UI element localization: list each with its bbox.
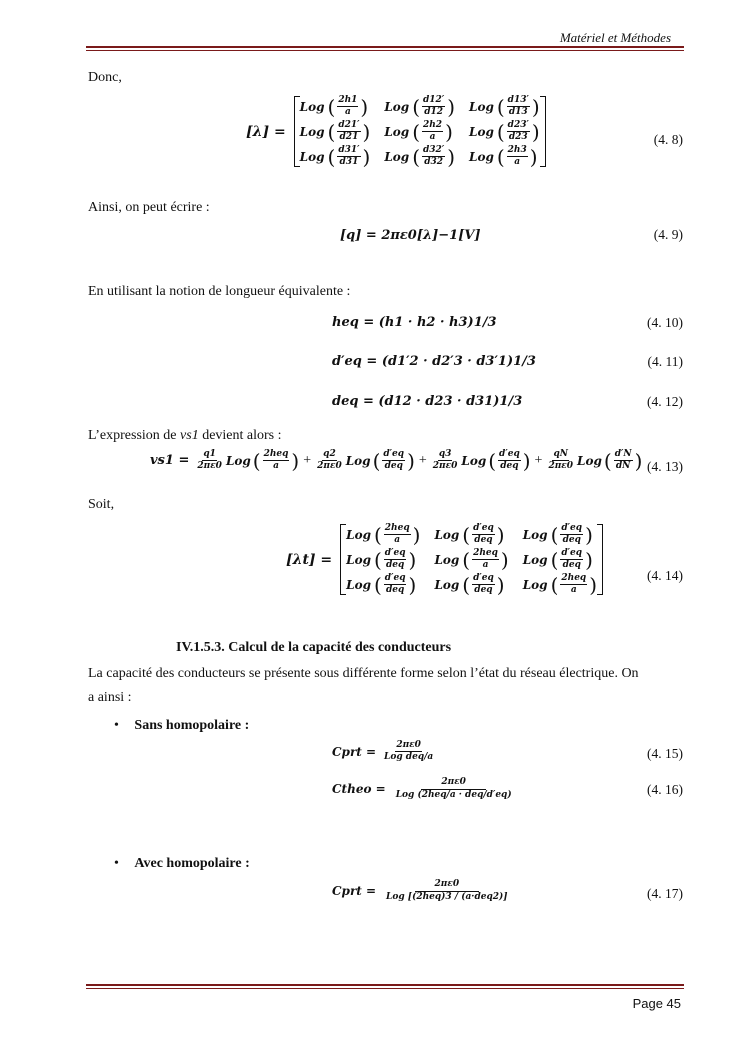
fraction-den: deq [562, 560, 581, 570]
eq416-num: 2πε0 [421, 778, 486, 790]
matrix-lambda-cell [469, 96, 540, 117]
text-donc: Donc, [88, 70, 122, 85]
expression-post: devient alors : [202, 428, 282, 443]
bullet-dot-icon: • [114, 718, 119, 733]
eq413-term [431, 450, 531, 471]
matrix-lambda-t-cell [523, 549, 597, 570]
equation-4-16 [332, 778, 514, 800]
eq-number-4-14: (4. 14) [647, 568, 683, 583]
paren-open: ( [496, 119, 505, 144]
eq-number-4-13: (4. 13) [647, 459, 683, 474]
paren-open: ( [412, 94, 420, 119]
paren-close: ) [529, 144, 538, 169]
fraction-den: d31 [339, 157, 359, 167]
paren-close: ) [634, 448, 643, 473]
fraction-den: a [570, 585, 577, 595]
fraction-den: a [344, 107, 351, 117]
eq-number-4-9: (4. 9) [653, 227, 683, 242]
paren-close: ) [362, 119, 371, 144]
paren-open: ( [373, 572, 382, 597]
paren-open: ( [488, 448, 497, 473]
footer-rule-thin [86, 988, 684, 989]
fraction-num: 2h1 [338, 95, 358, 105]
arg-num: d′N [614, 449, 632, 459]
fraction [507, 96, 530, 117]
equation-4-17 [332, 880, 510, 902]
matrix-lambda-t [286, 524, 603, 595]
equation-4-11: d′eq = (d1′2 · d2′3 · d3′1)1/3 [332, 354, 536, 369]
fraction [560, 524, 583, 545]
fraction-num: d′eq [384, 573, 406, 583]
fraction [422, 96, 445, 117]
log-label: Log [522, 577, 548, 592]
arg-num: d′eq [499, 449, 520, 459]
arg-den: deq [384, 461, 403, 471]
eq417-num: 2πε0 [415, 880, 480, 892]
matrix-lambda-t-grid [346, 524, 597, 595]
matrix-lambda-t-cell [346, 574, 420, 595]
fraction-num: 2heq [473, 548, 498, 558]
eq416-den: Log (2heq/a · deq/d′eq) [395, 790, 512, 800]
paren-close: ) [407, 448, 415, 473]
eq-number-4-11: (4. 11) [647, 354, 683, 369]
fraction-num: d21′ [338, 120, 360, 130]
log-label: Log [346, 527, 371, 542]
fraction [472, 524, 495, 545]
plus-sign: + [303, 452, 312, 468]
log-label: Log [522, 552, 548, 567]
paren-open: ( [550, 547, 559, 572]
paren-close: ) [408, 547, 417, 572]
matrix-lambda [246, 96, 546, 167]
fraction [560, 549, 583, 570]
matrix-lambda-t-cell [523, 524, 597, 545]
log-label: Log [434, 527, 460, 542]
header-rule-thick [86, 46, 684, 48]
paren-close: ) [585, 522, 593, 547]
coef-fraction [548, 450, 573, 471]
coef-den: 2πε0 [432, 461, 458, 471]
coef-num: q3 [438, 449, 452, 459]
plus-sign: + [418, 452, 427, 468]
coef-den: 2πε0 [197, 461, 222, 471]
paren-open: ( [550, 522, 559, 547]
text-longueur: En utilisant la notion de longueur équivalente : [88, 284, 351, 299]
paren-open: ( [496, 144, 505, 169]
paren-open: ( [412, 119, 420, 144]
eq415-lhs: Cprt = [332, 744, 377, 759]
bullet-sans-homopolaire [114, 718, 249, 734]
paren-open: ( [373, 522, 382, 547]
coef-num: qN [553, 449, 569, 459]
paren-open: ( [327, 94, 336, 119]
fraction-num: d31′ [338, 145, 360, 155]
fraction-num: d′eq [473, 573, 494, 583]
arg-num: 2heq [263, 449, 289, 459]
fraction [337, 146, 360, 167]
bullet2-label: Avec homopolaire : [134, 856, 250, 871]
coef-num: q1 [203, 449, 216, 459]
eq-number-4-10: (4. 10) [647, 315, 683, 330]
eq413-lhs: vs1 = [150, 453, 190, 468]
log-label: Log [346, 577, 371, 592]
eq417-den: Log [(2heq)3 / (a·deq2)] [386, 892, 508, 902]
log-label: Log [299, 149, 325, 164]
footer-rule-thick [86, 984, 684, 986]
paren-open: ( [327, 144, 336, 169]
running-header: Matériel et Méthodes [559, 30, 671, 45]
fraction-den: d32 [424, 157, 444, 167]
fraction-num: 2heq [384, 523, 410, 533]
fraction [560, 574, 587, 595]
fraction [507, 146, 528, 167]
fraction [422, 121, 443, 142]
paren-close: ) [447, 94, 456, 119]
eq416-lhs: Ctheo = [332, 782, 386, 796]
fraction-num: d′eq [473, 523, 494, 533]
paren-open: ( [462, 522, 471, 547]
paren-close: ) [496, 572, 505, 597]
paren-close: ) [531, 119, 540, 144]
log-label: Log [299, 99, 325, 114]
fraction-den: a [514, 157, 521, 167]
matrix-lambda-cell [300, 96, 371, 117]
matrix-lambda-t-cell [434, 549, 508, 570]
fraction-num: d′eq [561, 548, 583, 558]
paren-open: ( [412, 144, 420, 169]
paragraph-line-1: La capacité des conducteurs se présente sous différente forme selon l’état du réseau électrique. On [88, 666, 639, 681]
page-number: Page 45 [632, 996, 681, 1011]
log-label: Log [434, 577, 460, 592]
fraction-num: d12′ [423, 95, 445, 105]
matrix-lambda-t-cell [346, 524, 420, 545]
arg-den: dN [615, 461, 631, 471]
equation-4-12: deq = (d12 · d23 · d31)1/3 [332, 394, 523, 409]
arg-fraction [382, 450, 405, 471]
eq-number-4-16: (4. 16) [647, 782, 683, 797]
paren-open: ( [462, 547, 471, 572]
paragraph-line-2: a ainsi : [88, 690, 132, 705]
fraction [337, 96, 358, 117]
fraction-num: d23′ [507, 120, 529, 130]
matrix-lambda-bracket [294, 96, 546, 167]
coef-fraction [197, 450, 222, 471]
matrix-lambda-cell [300, 146, 371, 167]
bullet-avec-homopolaire [114, 856, 250, 872]
fraction-den: deq [385, 585, 405, 595]
coef-den: 2πε0 [317, 461, 342, 471]
paren-open: ( [372, 448, 381, 473]
log-label: Log [522, 527, 548, 542]
bullet1-label: Sans homopolaire : [134, 718, 250, 733]
fraction-den: d12 [424, 107, 444, 117]
fraction-num: d′eq [561, 523, 583, 533]
matrix-lambda-cell [384, 96, 455, 117]
arg-fraction [614, 450, 633, 471]
fraction-num: d13′ [507, 95, 529, 105]
arg-num: d′eq [383, 449, 405, 459]
paren-close: ) [412, 522, 421, 547]
eq416-frac [396, 778, 512, 800]
equation-4-9: [q] = 2πε0[λ]−1[V] [340, 228, 481, 243]
log-label: Log [461, 453, 487, 468]
fraction-num: 2heq [561, 573, 587, 583]
plus-sign: + [534, 452, 543, 468]
fraction-num: d′eq [384, 548, 406, 558]
eq415-den: Log deq/a [384, 752, 434, 762]
log-label: Log [225, 453, 251, 468]
fraction [422, 146, 445, 167]
paren-close: ) [360, 94, 369, 119]
log-label: Log [345, 453, 371, 468]
matrix-lambda-cell [384, 121, 455, 142]
matrix-lambda-grid [300, 96, 540, 167]
paren-close: ) [291, 448, 300, 473]
expression-pre: L’expression de [88, 428, 177, 443]
text-expression [88, 428, 282, 444]
eq-number-4-15: (4. 15) [647, 746, 683, 761]
fraction [472, 549, 499, 570]
expression-var: vs1 [180, 428, 199, 443]
fraction-den: deq [562, 535, 581, 545]
log-label: Log [469, 124, 494, 139]
header-rule-thin [86, 50, 684, 51]
coef-fraction [433, 450, 458, 471]
matrix-lambda-t-cell [523, 574, 597, 595]
paren-open: ( [550, 572, 559, 597]
matrix-lambda-t-bracket [340, 524, 603, 595]
lambda-lhs: [λ] = [246, 123, 286, 140]
arg-fraction [263, 450, 290, 471]
fraction-num: 2h3 [507, 145, 527, 155]
fraction [337, 121, 360, 142]
log-label: Log [577, 453, 602, 468]
paren-close: ) [362, 144, 371, 169]
paren-open: ( [496, 94, 505, 119]
fraction-den: d23 [508, 132, 528, 142]
eq413-term [546, 450, 642, 471]
log-label: Log [384, 124, 410, 139]
paren-close: ) [447, 144, 456, 169]
coef-num: q2 [323, 449, 336, 459]
paren-close: ) [496, 522, 505, 547]
paren-close: ) [531, 94, 540, 119]
fraction-den: deq [474, 585, 493, 595]
fraction [384, 574, 407, 595]
matrix-lambda-cell [384, 146, 455, 167]
eq415-frac [384, 741, 433, 762]
fraction-den: d13 [508, 107, 528, 117]
log-label: Log [384, 149, 410, 164]
log-label: Log [469, 149, 494, 164]
eq-number-4-12: (4. 12) [647, 394, 683, 409]
arg-fraction [498, 450, 521, 471]
equation-4-15 [332, 741, 435, 762]
eq417-frac [386, 880, 508, 902]
fraction-den: a [394, 535, 401, 545]
matrix-lambda-t-cell [346, 549, 420, 570]
arg-den: deq [500, 461, 519, 471]
eq413-term [195, 450, 299, 471]
equation-4-10: heq = (h1 · h2 · h3)1/3 [332, 315, 497, 330]
matrix-lambda-cell [469, 146, 540, 167]
eq-number-4-8: (4. 8) [653, 132, 683, 147]
matrix-lambda-t-cell [434, 524, 508, 545]
arg-den: a [273, 461, 279, 471]
paren-close: ) [445, 119, 453, 144]
fraction-num: 2h2 [423, 120, 443, 130]
paren-open: ( [462, 572, 471, 597]
fraction-den: a [482, 560, 489, 570]
log-label: Log [299, 124, 325, 139]
fraction [384, 549, 407, 570]
section-title: IV.1.5.3. Calcul de la capacité des conducteurs [176, 640, 452, 655]
lambda-t-lhs: [λt] = [286, 551, 333, 568]
eq413-term [315, 450, 415, 471]
matrix-lambda-cell [300, 121, 371, 142]
bullet-dot-icon: • [114, 856, 119, 871]
fraction [384, 524, 411, 545]
log-label: Log [384, 99, 410, 114]
text-ainsi: Ainsi, on peut écrire : [88, 200, 210, 215]
log-label: Log [434, 552, 460, 567]
paren-close: ) [500, 547, 509, 572]
matrix-lambda-cell [469, 121, 540, 142]
fraction [507, 121, 530, 142]
eq413-terms [195, 450, 642, 471]
fraction-den: d21 [339, 132, 359, 142]
fraction-den: deq [385, 560, 405, 570]
paren-open: ( [373, 547, 382, 572]
paren-close: ) [408, 572, 417, 597]
eq417-lhs: Cprt = [332, 884, 377, 898]
fraction-den: deq [474, 535, 493, 545]
fraction [472, 574, 495, 595]
log-label: Log [346, 552, 371, 567]
eq415-num: 2πε0 [396, 740, 421, 750]
fraction-num: d32′ [423, 145, 445, 155]
eq-number-4-17: (4. 17) [647, 886, 683, 901]
paren-open: ( [603, 448, 612, 473]
log-label: Log [469, 99, 494, 114]
paren-close: ) [522, 448, 531, 473]
text-soit: Soit, [88, 497, 115, 512]
paren-close: ) [585, 547, 593, 572]
paren-close: ) [589, 572, 598, 597]
coef-den: 2πε0 [548, 461, 574, 471]
matrix-lambda-t-cell [434, 574, 508, 595]
fraction-den: a [429, 132, 436, 142]
paren-open: ( [252, 448, 261, 473]
equation-4-13 [150, 450, 642, 471]
paren-open: ( [327, 119, 336, 144]
coef-fraction [317, 450, 342, 471]
